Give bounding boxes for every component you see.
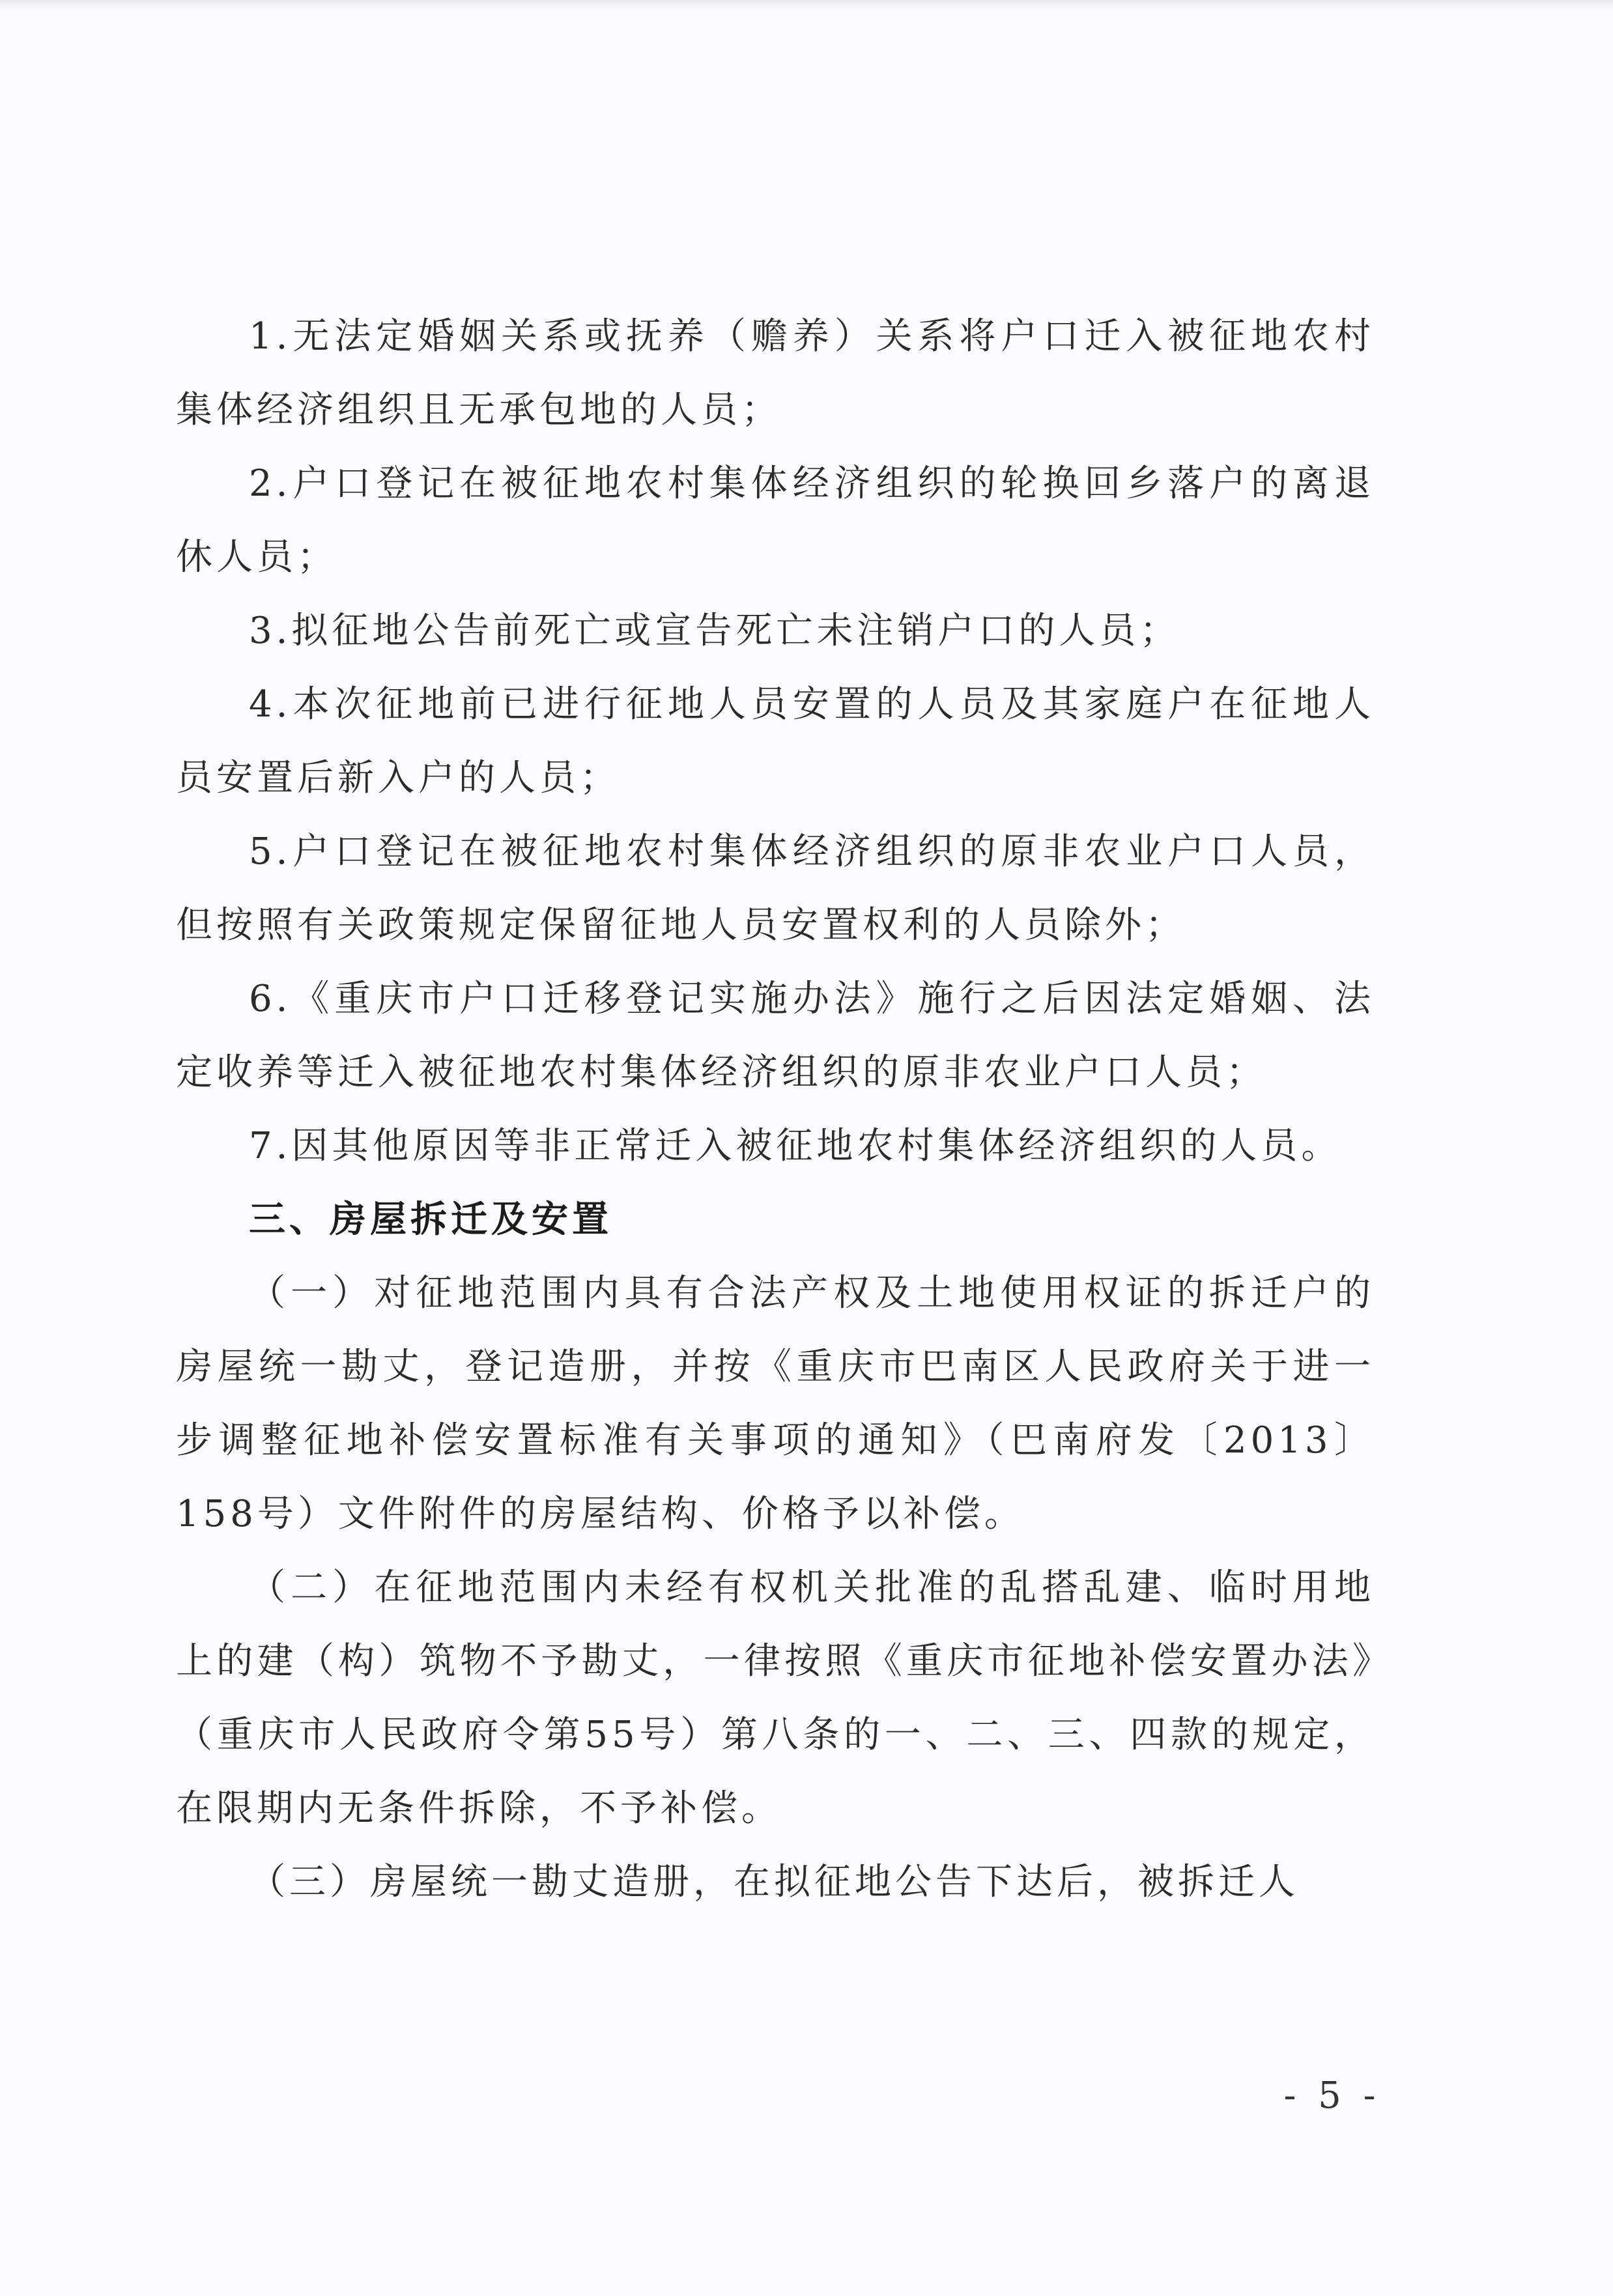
list-item-1: 1.无法定婚姻关系或抚养（赡养）关系将户口迁入被征地农村集体经济组织且无承包地的人员； — [176, 315, 1375, 431]
section-paragraph-3: （三）房屋统一勘丈造册，在拟征地公告下达后，被拆迁人 — [249, 1861, 1299, 1903]
section-paragraph-2: （二）在征地范围内未经有权机关批准的乱搭乱建、临时用地上的建（构）筑物不予勘丈，一律按照《重庆市征地补偿安置办法》（重庆市人民政府令第55号）第八条的一、二、三、四款的规定，在限期内无条件拆除，不予补偿。 — [176, 1566, 1375, 1830]
section-heading: 三、房屋拆迁及安置 — [249, 1198, 612, 1241]
list-item-4: 4.本次征地前已进行征地人员安置的人员及其家庭户在征地人员安置后新入户的人员； — [176, 683, 1375, 799]
list-item-7: 7.因其他原因等非正常迁入被征地农村集体经济组织的人员。 — [249, 1125, 1342, 1167]
document-body — [176, 300, 1375, 1919]
list-item-6: 6.《重庆市户口迁移登记实施办法》施行之后因法定婚姻、法定收养等迁入被征地农村集体经济组织的原非农业户口人员； — [176, 978, 1375, 1094]
section-paragraph-1: （一）对征地范围内具有合法产权及土地使用权证的拆迁户的房屋统一勘丈，登记造册，并按《重庆市巴南区人民政府关于进一步调整征地补偿安置标准有关事项的通知》（巴南府发〔2013〕158号）文件附件的房屋结构、价格予以补偿。 — [176, 1272, 1375, 1535]
page-number: - 5 - — [1283, 2075, 1381, 2117]
list-item-3: 3.拟征地公告前死亡或宣告死亡未注销户口的人员； — [249, 610, 1180, 652]
scan-edge — [0, 0, 1613, 9]
list-item-5: 5.户口登记在被征地农村集体经济组织的原非农业户口人员，但按照有关政策规定保留征地人员安置权利的人员除外； — [176, 830, 1375, 946]
list-item-2: 2.户口登记在被征地农村集体经济组织的轮换回乡落户的离退休人员； — [176, 462, 1375, 578]
